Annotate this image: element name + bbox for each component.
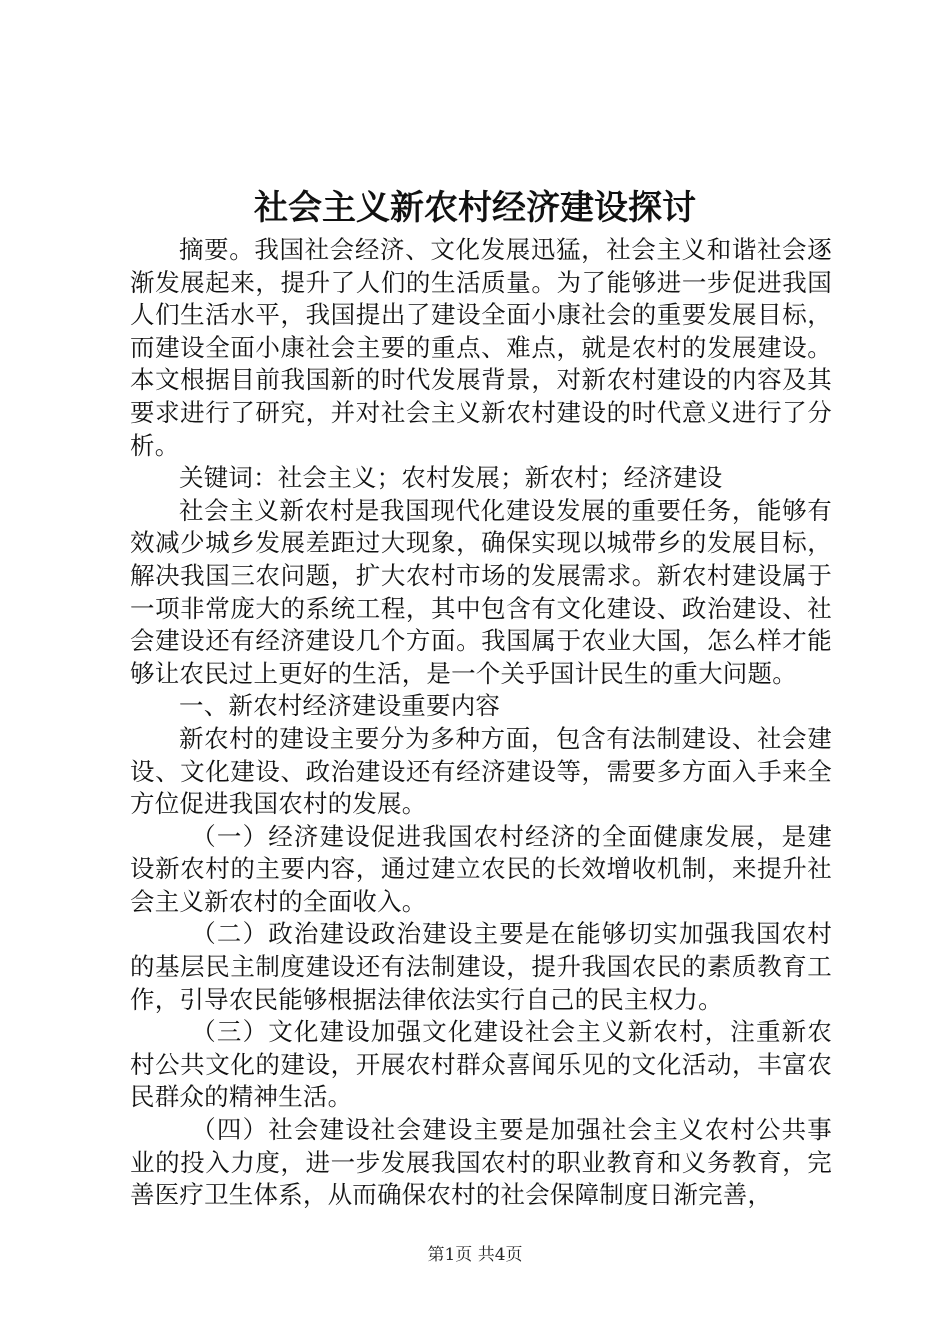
- intro-paragraph: 社会主义新农村是我国现代化建设发展的重要任务，能够有效减少城乡发展差距过大现象，确保实现以城带乡的发展目标，解决我国三农问题，扩大农村市场的发展需求。新农村建设属于一项非常庞大的系统工程，其中包含有文化建设、政治建设、社会建设还有经济建设几个方面。我国属于农业大国，怎么样才能够让农民过上更好的生活，是一个关乎国计民生的重大问题。: [130, 495, 832, 688]
- page-footer: 第1页 共4页: [427, 1245, 523, 1265]
- subsection-political: （二）政治建设政治建设主要是在能够切实加强我国农村的基层民主制度建设还有法制建设，提升我国农民的素质教育工作，引导农民能够根据法律依法实行自己的民主权力。: [130, 919, 832, 1014]
- subsection-economic: （一）经济建设促进我国农村经济的全面健康发展，是建设新农村的主要内容，通过建立农民的长效增收机制，来提升社会主义新农村的全面收入。: [130, 821, 832, 916]
- document-title: 社会主义新农村经济建设探讨: [254, 188, 696, 228]
- keywords-paragraph: 关键词：社会主义；农村发展；新农村；经济建设: [179, 463, 723, 493]
- subsection-cultural: （三）文化建设加强文化建设社会主义新农村，注重新农村公共文化的建设，开展农村群众喜闻乐见的文化活动，丰富农民群众的精神生活。: [130, 1017, 832, 1112]
- abstract-paragraph: 摘要。我国社会经济、文化发展迅猛，社会主义和谐社会逐渐发展起来，提升了人们的生活质量。为了能够进一步促进我国人们生活水平，我国提出了建设全面小康社会的重要发展目标，而建设全面小康社会主要的重点、难点，就是农村的发展建设。本文根据目前我国新的时代发展背景，对新农村建设的内容及其要求进行了研究，并对社会主义新农村建设的时代意义进行了分析。: [130, 235, 832, 460]
- section-paragraph: 新农村的建设主要分为多种方面，包含有法制建设、社会建设、文化建设、政治建设还有经济建设等，需要多方面入手来全方位促进我国农村的发展。: [130, 723, 832, 819]
- subsection-social: （四）社会建设社会建设主要是加强社会主义农村公共事业的投入力度，进一步发展我国农村的职业教育和义务教育，完善医疗卫生体系，从而确保农村的社会保障制度日渐完善，: [130, 1115, 832, 1210]
- document-body: [130, 234, 832, 1212]
- section-heading: 一、新农村经济建设重要内容: [179, 691, 501, 721]
